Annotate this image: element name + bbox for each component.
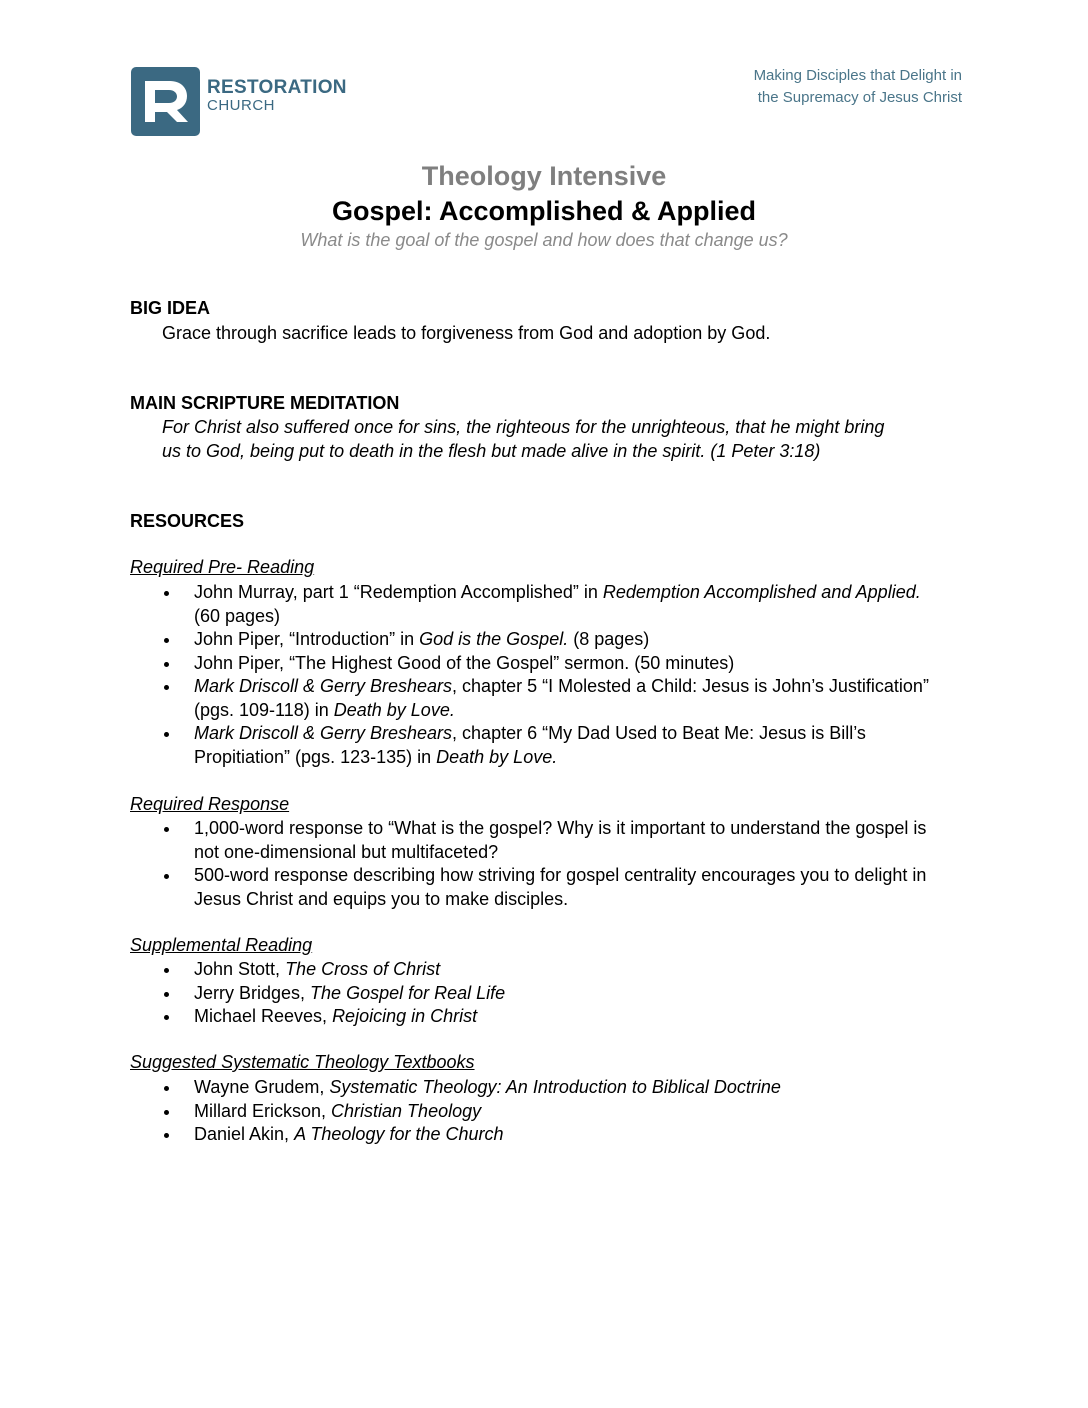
- church-logo: [131, 67, 347, 136]
- list-item: Wayne Grudem, Systematic Theology: An Introduction to Biblical Doctrine: [160, 1076, 930, 1100]
- list-item: John Piper, “The Highest Good of the Gospel” sermon. (50 minutes): [160, 652, 930, 676]
- pre-reading-heading: Required Pre- Reading: [130, 557, 315, 577]
- tagline-line-1: Making Disciples that Delight in: [753, 67, 962, 84]
- title-block: [0, 158, 1088, 252]
- scripture-text: [162, 415, 962, 463]
- pre-reading-list: [160, 581, 930, 769]
- scripture-heading: MAIN SCRIPTURE MEDITATION: [130, 393, 400, 413]
- big-idea-text: Grace through sacrifice leads to forgiveness from God and adoption by God.: [162, 323, 771, 343]
- list-item: Millard Erickson, Christian Theology: [160, 1100, 930, 1124]
- list-item: Mark Driscoll & Gerry Breshears, chapter 5 “I Molested a Child: Jesus is John’s Justification” (pgs. 109-118) in Death by Love.: [160, 675, 930, 722]
- scripture-line-1: For Christ also suffered once for sins, the righteous for the unrighteous, that he might bring: [162, 417, 885, 437]
- list-item: Jerry Bridges, The Gospel for Real Life: [160, 982, 930, 1006]
- scripture-line-2: us to God, being put to death in the flesh but made alive in the spirit. (1 Peter 3:18): [162, 441, 821, 461]
- list-item: Mark Driscoll & Gerry Breshears, chapter 6 “My Dad Used to Beat Me: Jesus is Bill’s Propitiation” (pgs. 123-135) in Death by Love.: [160, 722, 930, 769]
- session-subtitle: What is the goal of the gospel and how does that change us?: [300, 230, 788, 250]
- list-item: John Piper, “Introduction” in God is the Gospel. (8 pages): [160, 628, 930, 652]
- list-item: John Stott, The Cross of Christ: [160, 958, 930, 982]
- big-idea-heading: BIG IDEA: [130, 298, 211, 318]
- session-title: Gospel: Accomplished & Applied: [331, 196, 757, 226]
- list-item: Daniel Akin, A Theology for the Church: [160, 1123, 930, 1147]
- supplemental-list: [160, 958, 930, 1029]
- course-title: Theology Intensive: [421, 161, 667, 191]
- tagline-line-2: the Supremacy of Jesus Christ: [757, 89, 962, 106]
- response-heading: Required Response: [130, 794, 290, 814]
- list-item: 500-word response describing how striving for gospel centrality encourages you to delight in Jesus Christ and equips you to make disciples.: [160, 864, 930, 911]
- tagline: [754, 65, 962, 109]
- list-item: 1,000-word response to “What is the gospel? Why is it important to understand the gospel is not one-dimensional but multifaceted?: [160, 817, 930, 864]
- logo-subtitle: CHURCH: [207, 97, 275, 114]
- response-list: [160, 817, 930, 911]
- supplemental-heading: Supplemental Reading: [130, 935, 313, 955]
- resources-heading: RESOURCES: [130, 511, 245, 531]
- textbooks-heading: Suggested Systematic Theology Textbooks: [130, 1052, 475, 1072]
- r-logo-icon: [131, 67, 200, 136]
- logo-name: RESTORATION: [207, 77, 347, 98]
- list-item: Michael Reeves, Rejoicing in Christ: [160, 1005, 930, 1029]
- textbooks-list: [160, 1076, 930, 1147]
- list-item: John Murray, part 1 “Redemption Accomplished” in Redemption Accomplished and Applied. (60 pages): [160, 581, 930, 628]
